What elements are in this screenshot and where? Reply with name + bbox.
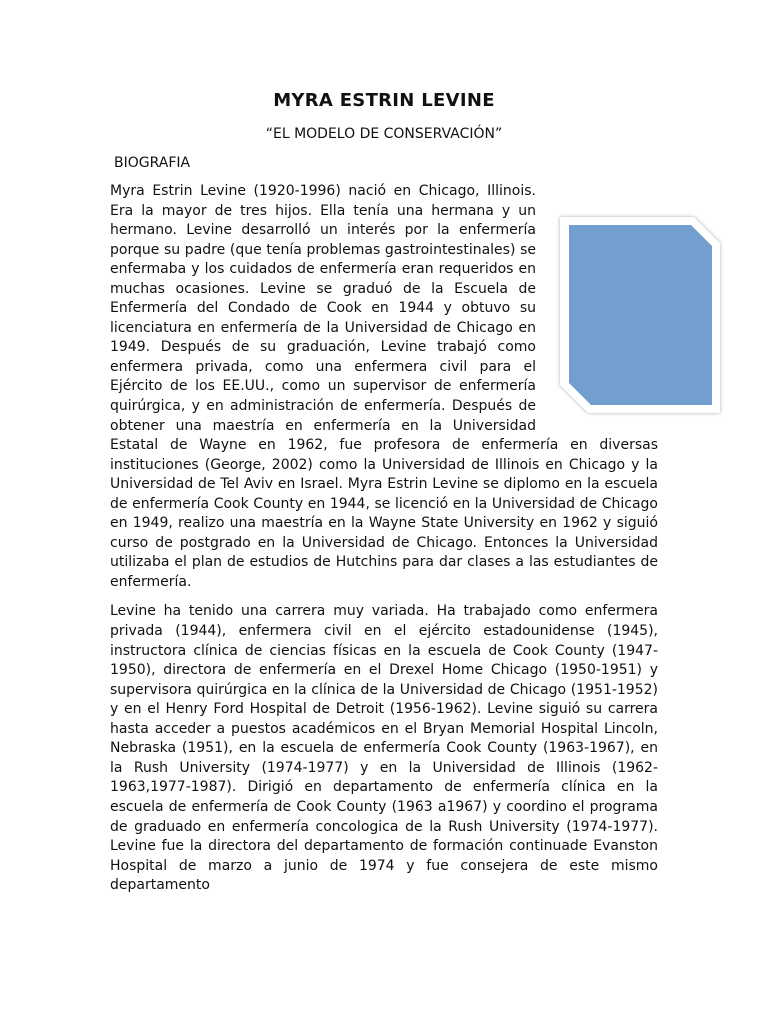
biography-paragraph-1: Myra Estrin Levine (1920-1996) nació en Chicago, Illinois. Era la mayor de tres hijos. Ella tenía una hermana y un hermano. Levine desarrolló un interés por la enfermería porque su padre (que tenía problemas gastrointestinales) se enfermaba y los cuidados de enfermería eran requeridos en muchas ocasiones. Levine se graduó de la Escuela de Enfermería del Condado de Cook en 1944 y obtuvo su licenciatura en enfermería de la Universidad de Chicago en 1949. Después de su graduación, Levine trabajó como enfermera privada, como una enfermera civil para el Ejército de los EE.UU., como un supervisor de enfermería quirúrgica, y en administración de enfermería. Después de obtener una maestría en enfermería en la Universidad Estatal de Wayne en 1962, fue profesora de enfermería en diversas instituciones (George, 2002) como la Universidad de Illinois en Chicago y la Universidad de Tel Aviv en Israel. Myra Estrin Levine se diplomo en la escuela de enfermería Cook County en 1944, se licenció en la Universidad de Chicago en 1949, realizo una maestría en la Wayne State University en 1962 y siguió curso de postgrado en la Universidad de Chicago. Entonces la Universidad utilizaba el plan de estudios de Hutchins para dar clases a las estudiantes de enfermería.	[110, 183, 658, 590]
blue-snipped-rectangle-shape	[560, 217, 720, 413]
biography-body	[110, 182, 658, 906]
document-subtitle: “EL MODELO DE CONSERVACIÓN”	[265, 126, 503, 142]
section-heading-biografia: BIOGRAFIA	[114, 155, 191, 171]
biography-paragraph-2: Levine ha tenido una carrera muy variada. Ha trabajado como enfermera privada (1944), enfermera civil en el ejército estadounidense (1945), instructora clínica de ciencias físicas en la escuela de Cook County (1947-1950), directora de enfermería en el Drexel Home Chicago (1950-1951) y supervisora quirúrgica en la clínica de la Universidad de Chicago (1951-1952) y en el Henry Ford Hospital de Detroit (1956-1962). Levine siguió su carrera hasta acceder a puestos académicos en el Bryan Memorial Hospital Lincoln, Nebraska (1951), en la escuela de enfermería Cook County (1963-1967), en la Rush University (1974-1977) y en la Universidad de Illinois (1962-1963,1977-1987). Dirigió en departamento de enfermería clínica en la escuela de enfermería de Cook County (1963 a1967) y coordino el programa de graduado en enfermería concologica de la Rush University (1974-1977). Levine fue la directora del departamento de formación continuade Evanston Hospital de marzo a junio de 1974 y fue consejera de este mismo departamento	[110, 603, 658, 894]
document-title: MYRA ESTRIN LEVINE	[273, 90, 495, 111]
snipped-rectangle-graphic	[560, 217, 720, 413]
shape-fill	[569, 225, 712, 405]
